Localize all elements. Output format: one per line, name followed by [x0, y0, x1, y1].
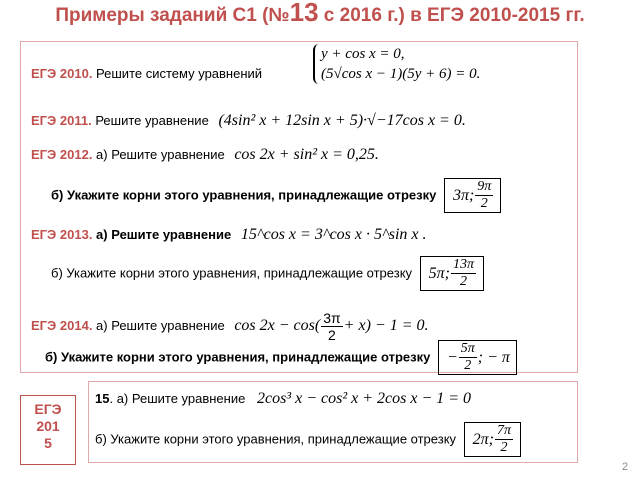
task-2014-frac-den: 2	[328, 327, 336, 343]
task-2014-text-b: б) Укажите корни этого уравнения, принадлежащие отрезку	[45, 349, 431, 365]
task-2011-text: Решите уравнение	[91, 113, 209, 128]
page-number: 2	[622, 461, 629, 473]
task-2010-eq1: y + cos x = 0,	[321, 46, 405, 62]
task-2010-system	[313, 44, 480, 84]
task-2015-segment	[464, 422, 521, 457]
ege-box-line2: 201	[36, 418, 60, 434]
task-2014-frac-num: 3π	[323, 310, 341, 326]
title-prefix: Примеры заданий С1 (№	[55, 5, 290, 26]
segment-denominator: 2	[480, 196, 488, 211]
ege-box-line1: ЕГЭ	[34, 401, 62, 417]
task-2015-number: 15	[95, 391, 110, 406]
page-title	[0, 2, 640, 26]
task-2015-text-a: . а) Решите уравнение	[109, 391, 246, 406]
task-2015-equation: 2cos³ x − cos² x + 2cos x − 1 = 0	[256, 390, 472, 407]
segment-numerator: 5π	[460, 341, 475, 356]
ege-box-line3: 5	[44, 435, 52, 451]
task-2014-b	[45, 340, 517, 375]
task-2015-a	[95, 390, 471, 408]
segment-numerator: 9π	[477, 179, 492, 194]
task-2013-segment	[420, 256, 484, 291]
task-2012-b	[51, 178, 501, 213]
task-2015-b	[95, 422, 521, 457]
task-2012-segment	[444, 178, 501, 213]
task-2011-year: ЕГЭ 2011.	[31, 113, 92, 128]
segment-left: 2π;	[472, 430, 494, 448]
task-2013-year: ЕГЭ 2013.	[31, 227, 93, 242]
ege-2015-label	[20, 395, 76, 465]
task-2010-eq2: (5√cos x − 1)(5y + 6) = 0.	[321, 66, 481, 82]
task-2012-a	[31, 146, 379, 164]
task-2011	[31, 112, 466, 130]
task-2014-text-a: а) Решите уравнение	[92, 317, 225, 333]
task-2012-text-a: а) Решите уравнение	[92, 147, 225, 162]
segment-left: 3π;	[452, 186, 475, 204]
task-2013-text-b: б) Укажите корни этого уравнения, принадлежащие отрезку	[51, 265, 413, 281]
segment-right: ; − π	[477, 348, 510, 366]
task-2013-b	[51, 256, 484, 291]
task-2014-year: ЕГЭ 2014.	[31, 317, 93, 333]
title-number: 13	[289, 0, 319, 27]
task-2013-text-a: а) Решите уравнение	[92, 227, 232, 242]
task-2010-text: Решите систему уравнений	[92, 66, 263, 81]
task-2015-card	[88, 381, 578, 463]
segment-numerator: 7π	[497, 423, 512, 438]
task-2010	[31, 66, 262, 81]
task-2014-a: ЕГЭ 2014. а) Решите уравнение cos 2x − cos( $\frac{3\pi}{2}$ + x) − 1 = 0.	[31, 310, 429, 343]
task-2013-a	[31, 226, 427, 244]
segment-numerator: 13π	[453, 257, 475, 272]
task-2012-year: ЕГЭ 2012.	[31, 147, 93, 162]
task-2011-equation: (4sin² x + 12sin x + 5)·√−17cos x = 0.	[218, 112, 466, 129]
task-2010-year: ЕГЭ 2010.	[31, 66, 93, 81]
segment-denominator: 2	[460, 274, 467, 289]
segment-denominator: 2	[464, 358, 472, 373]
tasks-card	[20, 41, 578, 373]
task-2013-equation: 15^cos x = 3^cos x · 5^sin x .	[240, 226, 427, 243]
task-2015-text-b: б) Укажите корни этого уравнения, принадлежащие отрезку	[95, 431, 457, 447]
task-2012-equation: cos 2x + sin² x = 0,25.	[234, 146, 379, 163]
segment-denominator: 2	[500, 440, 508, 455]
task-2012-text-b: б) Укажите корни этого уравнения, принадлежащие отрезку	[51, 187, 437, 203]
segment-left: 5π;	[428, 264, 450, 282]
task-2014-eq-right: + x) − 1 = 0.	[343, 316, 429, 334]
task-2014-eq-left: cos 2x − cos	[234, 316, 315, 334]
title-suffix: с 2016 г.) в ЕГЭ 2010-2015 гг.	[318, 5, 585, 26]
task-2014-segment: − $\frac{5\pi}{2}$ ; − π	[438, 340, 517, 375]
